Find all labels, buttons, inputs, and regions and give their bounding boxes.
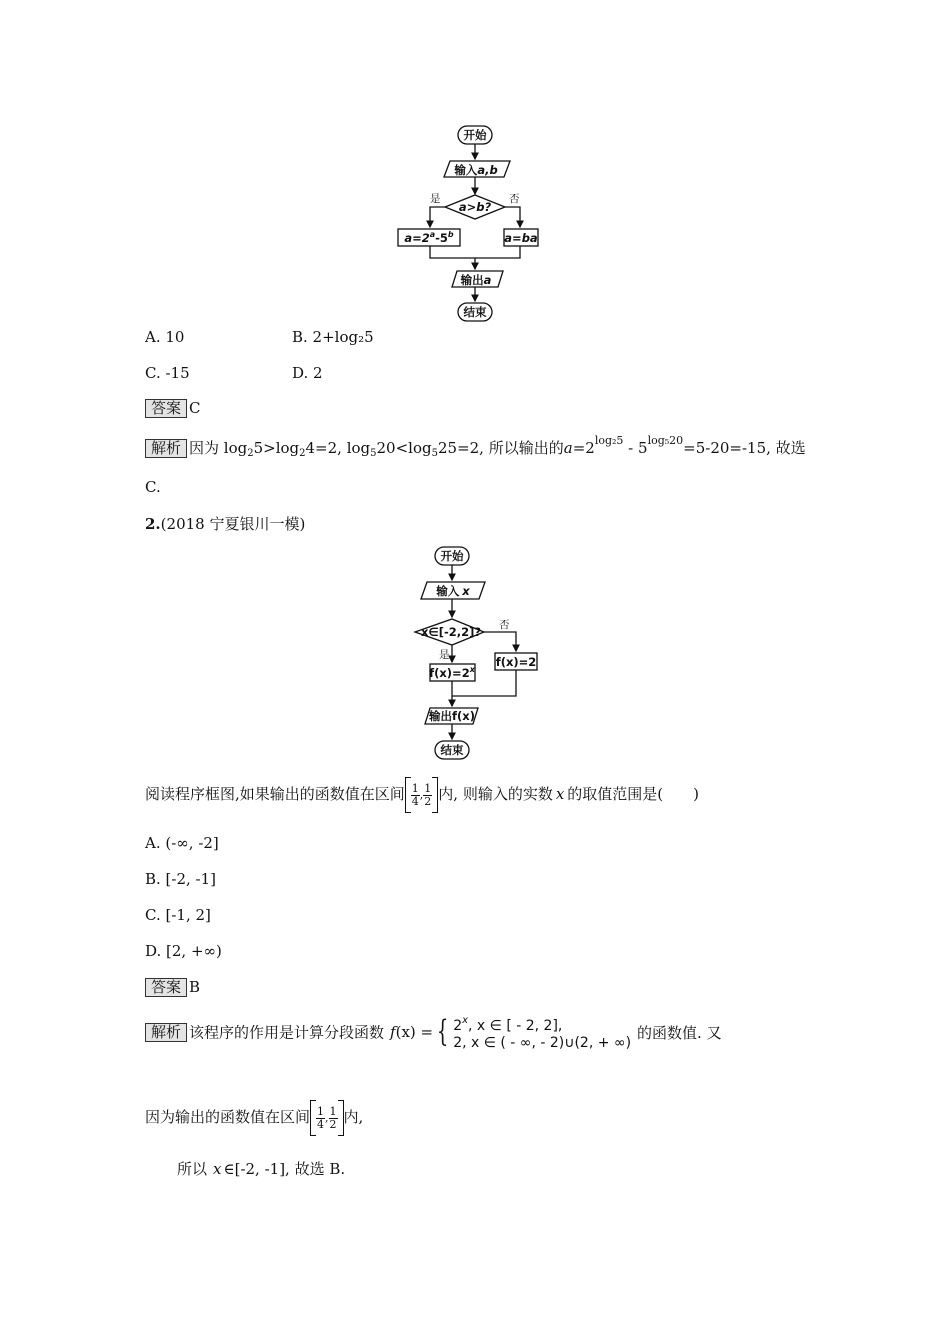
q2-answer-line: [145, 978, 200, 997]
flow2-no-label: 否: [499, 619, 510, 631]
flow2-output: 输出f(x): [429, 709, 475, 723]
q1-analysis-tail: C.: [145, 478, 161, 496]
flow2-start: 开始: [440, 549, 464, 563]
flow1-condition: a>b?: [458, 200, 492, 214]
flow1-input: 输入a,b: [454, 163, 498, 177]
flow1-output: 输出a: [460, 273, 492, 287]
flow2-yes-label: 是: [439, 649, 450, 661]
flow2-input: 输入 x: [436, 584, 470, 598]
flow1-end: 结束: [463, 305, 487, 319]
analysis-tag: 解析: [145, 1023, 187, 1042]
q2-heading: [145, 513, 305, 534]
q1-option-b: B. 2+log₂5: [292, 328, 374, 346]
flow2-assign-no: f(x)=2: [495, 655, 537, 669]
flow1-assign-no: a=ba: [504, 231, 538, 245]
q2-number: 2.: [145, 515, 161, 533]
q1-analysis: 解析 因为 $\log_25>\log_24=2$, $\log_520<\log_525=2$, 所以输出的$a=2^{log_25} - 5^{log_520}=5-20=-15$, 故选: [145, 434, 806, 459]
q2-answer: B: [189, 978, 201, 996]
q1-option-a: A. 10: [145, 328, 185, 346]
piecewise-function: 2$^x$, x ∈ [ - 2, 2], 2, x ∈ ( - ∞, - 2)∪(2, + ∞): [453, 1015, 632, 1051]
flowchart-2: [405, 540, 555, 765]
q1-answer: C: [189, 399, 201, 417]
flowchart-1: [390, 118, 560, 328]
flow2-end: 结束: [440, 743, 464, 757]
q2-option-b: B. [-2, -1]: [145, 870, 217, 888]
answer-tag: 答案: [145, 978, 187, 997]
flow2-condition: x∈[-2,2]?: [420, 625, 482, 639]
flow1-start: 开始: [463, 128, 487, 142]
flow1-assign-yes: $a=2^a-5^b$: [404, 230, 454, 245]
q1-answer-line: [145, 399, 201, 418]
q1-option-d: D. 2: [292, 364, 323, 382]
flow2-assign-yes: $f(x)=2^x$: [429, 665, 475, 680]
q2-option-d: D. [2, +∞): [145, 942, 222, 960]
flow1-no-label: 否: [509, 193, 520, 205]
q2-option-a: A. (-∞, -2]: [145, 834, 219, 852]
q2-source: (2018 宁夏银川一模): [160, 515, 306, 533]
q1-option-c: C. -15: [145, 364, 190, 382]
q2-analysis: 解析 该程序的作用是计算分段函数 f(x) = { 2$^x$, x ∈ [ - 2, 2], 2, x ∈ ( - ∞, - 2)∪(2, + ∞) 的函数值. 又: [145, 1012, 722, 1052]
q2-stem: 阅读程序框图,如果输出的函数值在区间 $\frac{1}{4}$ , $\frac{1}{2}$ 内, 则输入的实数 x 的取值范围是( ): [145, 777, 699, 813]
flow1-yes-label: 是: [430, 193, 441, 205]
answer-tag: 答案: [145, 399, 187, 418]
analysis-tag: 解析: [145, 439, 187, 458]
q2-analysis-line3: 所以 x ∈[-2, -1], 故选 B.: [177, 1160, 346, 1178]
q2-analysis-line2: 因为输出的函数值在区间 $\frac{1}{4}$ , $\frac{1}{2}$ 内,: [145, 1100, 363, 1136]
q2-option-c: C. [-1, 2]: [145, 906, 211, 924]
